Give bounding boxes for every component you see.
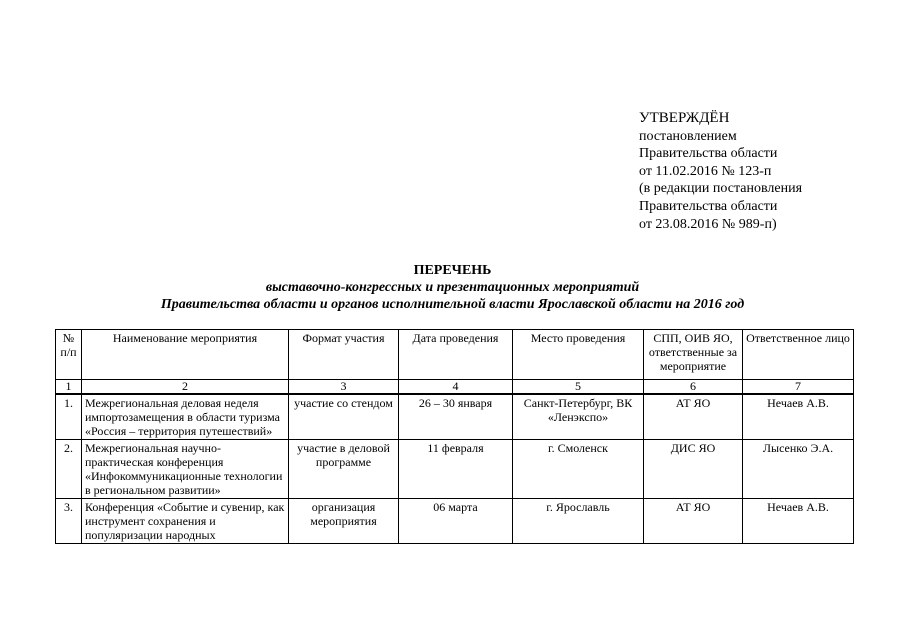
- approval-line: Правительства области: [639, 198, 778, 214]
- cell-event-name: Конференция «Событие и сувенир, как инструмент сохранения и популяризации народных: [82, 499, 289, 544]
- events-table: [55, 329, 854, 544]
- column-number-row: [56, 380, 854, 395]
- column-number: 2: [82, 380, 289, 395]
- header-responsible-person: Ответственное лицо: [743, 330, 854, 380]
- cell-number: 3.: [56, 499, 82, 544]
- approval-line: Правительства области: [639, 146, 778, 162]
- cell-participation-format: участие в деловой программе: [289, 440, 399, 499]
- cell-event-name: Межрегиональная деловая неделя импортозамещения в области туризма «Россия – территория путешествий»: [82, 394, 289, 440]
- column-number: 5: [513, 380, 644, 395]
- header-number: № п/п: [56, 330, 82, 380]
- cell-venue: г. Смоленск: [513, 440, 644, 499]
- header-venue: Место проведения: [513, 330, 644, 380]
- cell-date: 06 марта: [399, 499, 513, 544]
- column-number: 4: [399, 380, 513, 395]
- cell-date: 26 – 30 января: [399, 394, 513, 440]
- column-number: 6: [644, 380, 743, 395]
- cell-responsible-person: Лысенко Э.А.: [743, 440, 854, 499]
- cell-venue: Санкт-Петербург, ВК «Ленэкспо»: [513, 394, 644, 440]
- header-event-name: Наименование мероприятия: [82, 330, 289, 380]
- approval-line: постановлением: [639, 128, 737, 144]
- table-row: [56, 499, 854, 544]
- cell-event-name: Межрегиональная научно-практическая конференция «Инфокоммуникационные технологии в региональном развитии»: [82, 440, 289, 499]
- table-row: [56, 394, 854, 440]
- column-number: 3: [289, 380, 399, 395]
- column-number: 1: [56, 380, 82, 395]
- cell-responsible-body: АТ ЯО: [644, 499, 743, 544]
- column-number: 7: [743, 380, 854, 395]
- cell-number: 1.: [56, 394, 82, 440]
- cell-responsible-person: Нечаев А.В.: [743, 394, 854, 440]
- header-date: Дата проведения: [399, 330, 513, 380]
- header-participation-format: Формат участия: [289, 330, 399, 380]
- approval-line: (в редакции постановления: [639, 181, 803, 197]
- cell-date: 11 февраля: [399, 440, 513, 499]
- approval-stamp: [639, 110, 802, 233]
- approval-line: от 23.08.2016 № 989-п): [639, 216, 777, 232]
- title-line-1: ПЕРЕЧЕНЬ: [413, 263, 492, 278]
- table-row: [56, 440, 854, 499]
- cell-participation-format: участие со стендом: [289, 394, 399, 440]
- cell-responsible-body: ДИС ЯО: [644, 440, 743, 499]
- approval-line: от 11.02.2016 № 123-п: [639, 163, 772, 179]
- table-header-row: [56, 330, 854, 380]
- cell-responsible-person: Нечаев А.В.: [743, 499, 854, 544]
- cell-responsible-body: АТ ЯО: [644, 394, 743, 440]
- cell-participation-format: организация мероприятия: [289, 499, 399, 544]
- title-line-2: выставочно-конгрессных и презентационных мероприятий: [265, 280, 640, 295]
- header-responsible-body: СПП, ОИВ ЯО, ответственные за мероприятие: [644, 330, 743, 380]
- document-title: [0, 262, 905, 313]
- title-line-3: Правительства области и органов исполнительной власти Ярославской области на 2016 год: [160, 297, 745, 312]
- approval-heading: УТВЕРЖДЁН: [639, 110, 730, 126]
- cell-venue: г. Ярославль: [513, 499, 644, 544]
- cell-number: 2.: [56, 440, 82, 499]
